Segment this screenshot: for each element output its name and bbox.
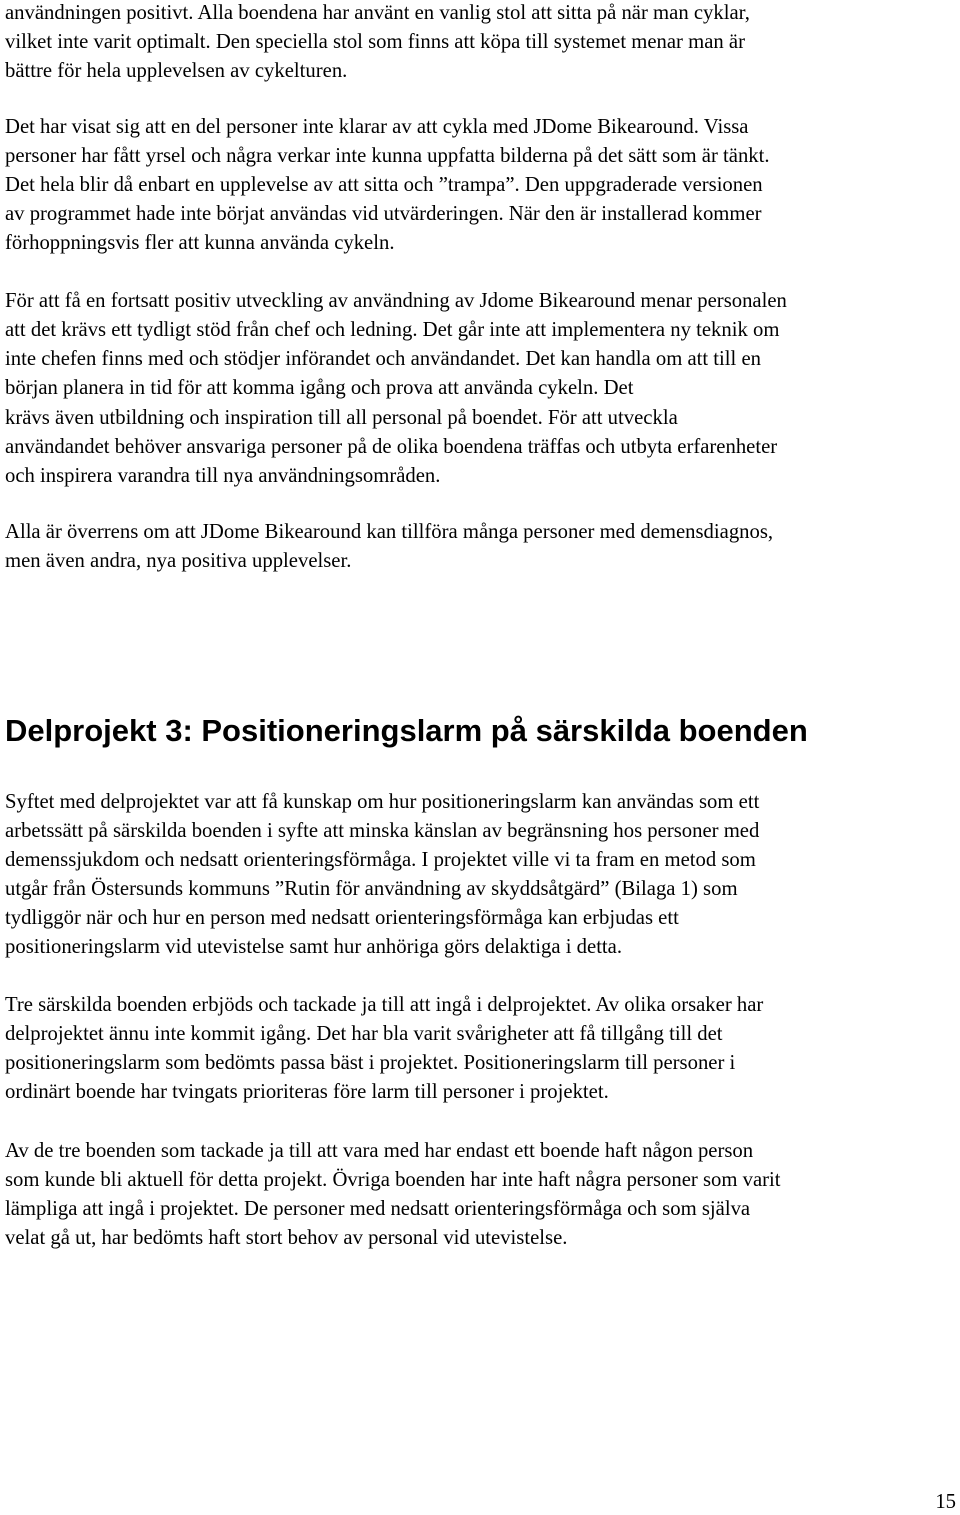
text-line: delprojektet ännu inte kommit igång. Det har bla varit svårigheter att få tillgång till det <box>5 1023 723 1045</box>
text-line: personer har fått yrsel och några verkar inte kunna uppfatta bilderna på det sätt som är tänkt. <box>5 145 770 167</box>
text-line: Av de tre boenden som tackade ja till att vara med har endast ett boende haft någon person <box>5 1140 754 1162</box>
text-line: inte chefen finns med och stödjer införandet och användandet. Det kan handla om att till en <box>5 348 761 370</box>
text-line: Alla är överrens om att JDome Bikearound kan tillföra många personer med demensdiagnos, <box>5 521 774 543</box>
text-line: positioneringslarm vid utevistelse samt hur anhöriga görs delaktiga i detta. <box>5 936 623 958</box>
text-line: Det hela blir då enbart en upplevelse av att sitta och ”trampa”. Den uppgraderade versionen <box>5 174 763 196</box>
text-line: velat gå ut, har bedömts haft stort behov av personal vid utevistelse. <box>5 1227 568 1249</box>
text-line: utgår från Östersunds kommuns ”Rutin för användning av skyddsåtgärd” (Bilaga 1) som <box>5 878 738 900</box>
text-line: användningen positivt. Alla boendena har använt en vanlig stol att sitta på när man cyklar, <box>5 2 750 24</box>
text-line: krävs även utbildning och inspiration till all personal på boendet. För att utveckla <box>5 407 678 429</box>
text-line: Tre särskilda boenden erbjöds och tackade ja till att ingå i delprojektet. Av olika orsaker har <box>5 994 764 1016</box>
text-line: tydliggör när och hur en person med nedsatt orienteringsförmåga kan erbjudas ett <box>5 907 679 929</box>
text-line: början planera in tid för att komma igång och prova att använda cykeln. Det <box>5 377 634 399</box>
text-line: Det har visat sig att en del personer inte klarar av att cykla med JDome Bikearound. Vissa <box>5 116 749 138</box>
text-line: och inspirera varandra till nya användningsområden. <box>5 465 441 487</box>
text-line: demenssjukdom och nedsatt orienteringsförmåga. I projektet ville vi ta fram en metod som <box>5 849 756 871</box>
text-line: men även andra, nya positiva upplevelser. <box>5 550 352 572</box>
text-line: lämpliga att ingå i projektet. De personer med nedsatt orienteringsförmåga och som själva <box>5 1198 751 1220</box>
text-line: bättre för hela upplevelsen av cykelturen. <box>5 60 348 82</box>
text-line: För att få en fortsatt positiv utveckling av användning av Jdome Bikearound menar personalen <box>5 290 787 312</box>
text-line: Syftet med delprojektet var att få kunskap om hur positioneringslarm kan användas som ett <box>5 791 760 813</box>
text-line: att det krävs ett tydligt stöd från chef och ledning. Det går inte att implementera ny teknik om <box>5 319 780 341</box>
text-line: positioneringslarm som bedömts passa bäst i projektet. Positioneringslarm till personer i <box>5 1052 736 1074</box>
text-line: förhoppningsvis fler att kunna använda cykeln. <box>5 232 395 254</box>
section-heading: Delprojekt 3: Positioneringslarm på särskilda boenden <box>5 713 808 748</box>
text-line: arbetssätt på särskilda boenden i syfte att minska känslan av begränsning hos personer med <box>5 820 760 842</box>
text-line: användandet behöver ansvariga personer på de olika boendena träffas och utbyta erfarenheter <box>5 436 778 458</box>
text-line: som kunde bli aktuell för detta projekt. Övriga boenden har inte haft några personer som varit <box>5 1169 781 1191</box>
text-line: vilket inte varit optimalt. Den speciella stol som finns att köpa till systemet menar man är <box>5 31 745 53</box>
text-line: ordinärt boende har tvingats prioriteras före larm till personer i projektet. <box>5 1081 609 1103</box>
text-line: av programmet hade inte börjat användas vid utvärderingen. När den är installerad kommer <box>5 203 762 225</box>
page-number: 15 <box>935 1491 956 1513</box>
